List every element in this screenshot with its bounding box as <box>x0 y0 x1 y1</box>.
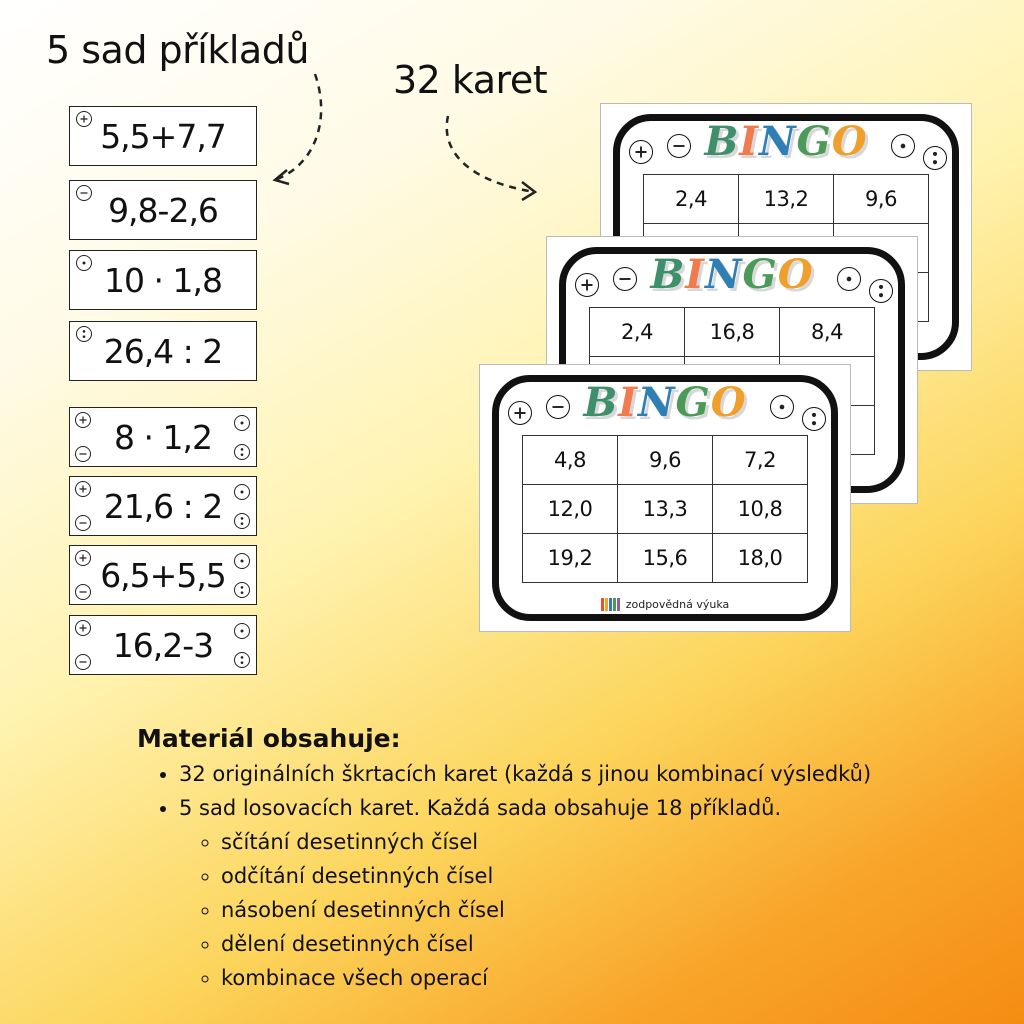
bingo-card <box>479 364 851 632</box>
bingo-cell: 2,4 <box>590 308 685 357</box>
divide-symbol-icon <box>869 279 893 303</box>
draw-card <box>69 545 257 605</box>
minus-symbol-icon <box>75 654 91 670</box>
plus-symbol-icon <box>629 140 653 164</box>
bingo-title <box>547 251 917 298</box>
bingo-title-letter: I <box>618 379 638 426</box>
arrow-to-strips-icon <box>265 70 335 190</box>
bingo-cell: 2,4 <box>644 175 739 224</box>
bingo-cell: 9,6 <box>618 436 713 485</box>
bingo-cell: 13,2 <box>739 175 834 224</box>
books-icon <box>601 598 620 611</box>
minus-symbol-icon <box>75 515 91 531</box>
bingo-cell: 18,0 <box>713 534 808 583</box>
divide-symbol-icon <box>234 652 250 668</box>
times-symbol-icon <box>770 395 794 419</box>
draw-card-expression: 10 · 1,8 <box>104 260 222 300</box>
bingo-row <box>523 485 808 534</box>
info-sublist <box>179 825 871 995</box>
plus-symbol-icon <box>76 111 92 127</box>
divide-symbol-icon <box>923 146 947 170</box>
times-symbol-icon <box>891 134 915 158</box>
times-symbol-icon <box>837 267 861 291</box>
plus-symbol-icon <box>75 412 91 428</box>
bingo-row <box>644 175 929 224</box>
minus-symbol-icon <box>546 395 570 419</box>
divide-symbol-icon <box>234 582 250 598</box>
draw-card-expression: 21,6 : 2 <box>103 486 223 526</box>
divide-symbol-icon <box>802 407 826 431</box>
info-item-text: 5 sad losovacích karet. Každá sada obsahuje 18 příkladů. <box>179 796 782 820</box>
cards-label: 32 karet <box>393 58 548 102</box>
times-symbol-icon <box>234 623 250 639</box>
draw-card <box>69 180 257 240</box>
draw-card-expression: 9,8-2,6 <box>108 190 218 230</box>
divide-symbol-icon <box>234 444 250 460</box>
bingo-cell: 15,6 <box>618 534 713 583</box>
draw-card-expression: 26,4 : 2 <box>103 331 223 371</box>
minus-symbol-icon <box>613 267 637 291</box>
bingo-row <box>523 534 808 583</box>
bingo-cell: 13,3 <box>618 485 713 534</box>
minus-symbol-icon <box>75 446 91 462</box>
bingo-title <box>480 379 850 426</box>
material-info <box>137 724 871 995</box>
draw-card-expression: 6,5+5,5 <box>100 555 226 595</box>
bingo-title-letter: I <box>739 118 759 165</box>
bingo-title-letter: N <box>704 251 743 298</box>
times-symbol-icon <box>234 484 250 500</box>
draw-card-expression: 8 · 1,2 <box>114 417 212 457</box>
info-subitem: ◦ násobení desetinných čísel <box>221 893 871 927</box>
bingo-title-letter: N <box>637 379 676 426</box>
plus-symbol-icon <box>75 481 91 497</box>
minus-symbol-icon <box>667 134 691 158</box>
minus-symbol-icon <box>75 584 91 600</box>
draw-card <box>69 106 257 166</box>
bingo-cell: 9,6 <box>834 175 929 224</box>
info-list <box>137 757 871 995</box>
plus-symbol-icon <box>75 620 91 636</box>
draw-card <box>69 476 257 536</box>
info-subitem: ◦ odčítání desetinných čísel <box>221 859 871 893</box>
bingo-cell: 19,2 <box>523 534 618 583</box>
bingo-title-letter: B <box>650 251 686 298</box>
times-symbol-icon <box>76 255 92 271</box>
brand-name: zodpovědná výuka <box>625 598 730 611</box>
bingo-title-letter: O <box>831 118 868 165</box>
bingo-row <box>590 308 875 357</box>
minus-symbol-icon <box>76 185 92 201</box>
divide-symbol-icon <box>234 513 250 529</box>
bingo-grid <box>522 435 808 583</box>
bingo-title-letter: N <box>758 118 797 165</box>
bingo-cell: 16,8 <box>685 308 780 357</box>
bingo-title-letter: O <box>710 379 747 426</box>
info-subitem: ◦ kombinace všech operací <box>221 961 871 995</box>
info-subitem: ◦ dělení desetinných čísel <box>221 927 871 961</box>
bingo-title-letter: G <box>796 118 832 165</box>
times-symbol-icon <box>234 415 250 431</box>
info-item: • 32 originálních škrtacích karet (každá s jinou kombinací výsledků) <box>179 757 871 791</box>
bingo-cell: 8,4 <box>780 308 875 357</box>
plus-symbol-icon <box>75 550 91 566</box>
draw-card <box>69 615 257 675</box>
bingo-title <box>601 118 971 165</box>
draw-card-expression: 16,2-3 <box>112 625 214 665</box>
bingo-cell: 10,8 <box>713 485 808 534</box>
sets-label: 5 sad příkladů <box>46 28 309 72</box>
bingo-title-letter: G <box>742 251 778 298</box>
bingo-title-letter: G <box>675 379 711 426</box>
draw-card-expression: 5,5+7,7 <box>100 116 226 156</box>
bingo-title-letter: B <box>704 118 740 165</box>
bingo-cell: 12,0 <box>523 485 618 534</box>
bingo-title-letter: B <box>583 379 619 426</box>
info-item <box>179 791 871 995</box>
bingo-cell: 7,2 <box>713 436 808 485</box>
bingo-cell: 4,8 <box>523 436 618 485</box>
draw-card <box>69 321 257 381</box>
plus-symbol-icon <box>575 273 599 297</box>
arrow-to-cards-icon <box>440 112 545 202</box>
bingo-title-letter: O <box>777 251 814 298</box>
times-symbol-icon <box>234 553 250 569</box>
bingo-title-letter: I <box>685 251 705 298</box>
draw-card <box>69 250 257 310</box>
divide-symbol-icon <box>76 326 92 342</box>
info-subitem: ◦ sčítání desetinných čísel <box>221 825 871 859</box>
info-heading: Materiál obsahuje: <box>137 724 401 753</box>
plus-symbol-icon <box>508 401 532 425</box>
brand-logo <box>480 598 850 611</box>
draw-card <box>69 407 257 467</box>
bingo-row <box>523 436 808 485</box>
